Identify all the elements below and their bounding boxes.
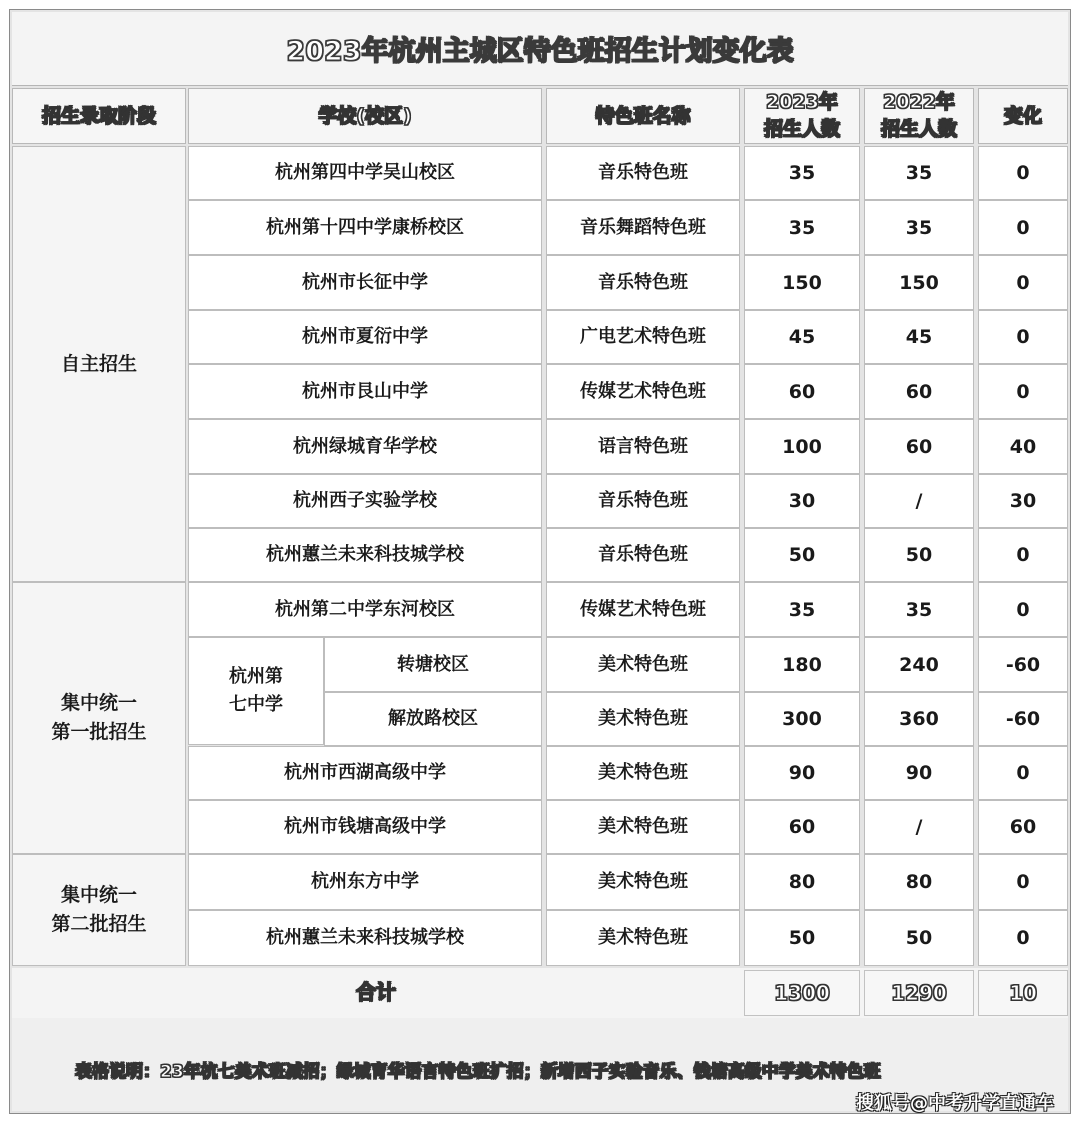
stage-batch-two: 集中统一 第二批招生	[12, 854, 186, 966]
plan-2022-cell: 90	[864, 746, 974, 800]
plan-2023-cell: 50	[744, 528, 860, 582]
change-cell: 0	[978, 255, 1068, 310]
plan-2022-cell: 35	[864, 146, 974, 200]
plan-2022-cell: 50	[864, 528, 974, 582]
change-cell: -60	[978, 692, 1068, 746]
plan-2022-cell: /	[864, 474, 974, 528]
change-cell: 0	[978, 746, 1068, 800]
class-name-cell: 美术特色班	[546, 746, 740, 800]
stage-batch-one: 集中统一 第一批招生	[12, 582, 186, 854]
plan-2022-cell: /	[864, 800, 974, 854]
class-name-cell: 美术特色班	[546, 692, 740, 746]
school-cell: 杭州第十四中学康桥校区	[188, 200, 542, 255]
stage-self-admission: 自主招生	[12, 146, 186, 582]
plan-2023-cell: 35	[744, 200, 860, 255]
table-note: 表格说明：23年杭七美术班减招；绿城育华语言特色班扩招；新增西子实验音乐、钱塘高级中学美术特色班	[75, 1062, 881, 1082]
school-cell: 杭州市夏衍中学	[188, 310, 542, 364]
class-name-cell: 传媒艺术特色班	[546, 582, 740, 637]
plan-2023-cell: 45	[744, 310, 860, 364]
total-label: 合计	[12, 968, 740, 1016]
change-cell: 0	[978, 528, 1068, 582]
plan-2022-cell: 80	[864, 854, 974, 910]
school-cell: 杭州蕙兰未来科技城学校	[188, 528, 542, 582]
plan-2022-cell: 240	[864, 637, 974, 692]
plan-2023-cell: 300	[744, 692, 860, 746]
school-cell: 转塘校区	[324, 637, 542, 692]
header-stage: 招生录取阶段	[12, 88, 186, 144]
school-cell: 杭州西子实验学校	[188, 474, 542, 528]
total-plan-2023: 1300	[744, 970, 860, 1016]
plan-2022-cell: 35	[864, 200, 974, 255]
plan-2022-cell: 50	[864, 910, 974, 966]
plan-2023-cell: 35	[744, 582, 860, 637]
plan-2023-cell: 90	[744, 746, 860, 800]
class-name-cell: 音乐特色班	[546, 255, 740, 310]
plan-2022-cell: 35	[864, 582, 974, 637]
school-cell: 杭州市长征中学	[188, 255, 542, 310]
plan-2022-cell: 150	[864, 255, 974, 310]
school-cell: 杭州第四中学吴山校区	[188, 146, 542, 200]
title-bar	[12, 12, 1068, 86]
class-name-cell: 美术特色班	[546, 637, 740, 692]
plan-2023-cell: 35	[744, 146, 860, 200]
plan-2023-cell: 60	[744, 364, 860, 419]
class-name-cell: 传媒艺术特色班	[546, 364, 740, 419]
header-school: 学校(校区)	[188, 88, 542, 144]
plan-2023-cell: 30	[744, 474, 860, 528]
plan-2023-cell: 150	[744, 255, 860, 310]
change-cell: 40	[978, 419, 1068, 474]
plan-2022-cell: 60	[864, 364, 974, 419]
class-name-cell: 音乐特色班	[546, 146, 740, 200]
change-cell: 0	[978, 200, 1068, 255]
plan-2023-cell: 180	[744, 637, 860, 692]
class-name-cell: 音乐特色班	[546, 528, 740, 582]
school-cell: 杭州市西湖高级中学	[188, 746, 542, 800]
change-cell: 0	[978, 854, 1068, 910]
class-name-cell: 美术特色班	[546, 910, 740, 966]
school-cell: 杭州东方中学	[188, 854, 542, 910]
class-name-cell: 音乐舞蹈特色班	[546, 200, 740, 255]
change-cell: 0	[978, 910, 1068, 966]
plan-2023-cell: 50	[744, 910, 860, 966]
header-class-name: 特色班名称	[546, 88, 740, 144]
plan-2023-cell: 80	[744, 854, 860, 910]
class-name-cell: 广电艺术特色班	[546, 310, 740, 364]
table-title: 2023年杭州主城区特色班招生计划变化表	[286, 36, 794, 67]
change-cell: -60	[978, 637, 1068, 692]
plan-2023-cell: 100	[744, 419, 860, 474]
school-cell: 杭州市钱塘高级中学	[188, 800, 542, 854]
change-cell: 0	[978, 582, 1068, 637]
header-plan-2022: 2022年 招生人数	[864, 88, 974, 144]
change-cell: 30	[978, 474, 1068, 528]
school-cell: 杭州绿城育华学校	[188, 419, 542, 474]
class-name-cell: 音乐特色班	[546, 474, 740, 528]
school-cell: 杭州蕙兰未来科技城学校	[188, 910, 542, 966]
class-name-cell: 美术特色班	[546, 854, 740, 910]
total-plan-2022: 1290	[864, 970, 974, 1016]
plan-2022-cell: 360	[864, 692, 974, 746]
plan-2022-cell: 60	[864, 419, 974, 474]
plan-2022-cell: 45	[864, 310, 974, 364]
school-cell: 杭州第二中学东河校区	[188, 582, 542, 637]
change-cell: 0	[978, 310, 1068, 364]
change-cell: 60	[978, 800, 1068, 854]
header-change: 变化	[978, 88, 1068, 144]
school-cell: 杭州市艮山中学	[188, 364, 542, 419]
plan-2023-cell: 60	[744, 800, 860, 854]
total-change: 10	[978, 970, 1068, 1016]
change-cell: 0	[978, 146, 1068, 200]
header-plan-2023: 2023年 招生人数	[744, 88, 860, 144]
school-cell: 解放路校区	[324, 692, 542, 746]
change-cell: 0	[978, 364, 1068, 419]
class-name-cell: 美术特色班	[546, 800, 740, 854]
watermark: 搜狐号@中考升学直通车	[856, 1093, 1054, 1114]
class-name-cell: 语言特色班	[546, 419, 740, 474]
group-label-hangzhou-no7: 杭州第 七中学	[188, 637, 324, 745]
